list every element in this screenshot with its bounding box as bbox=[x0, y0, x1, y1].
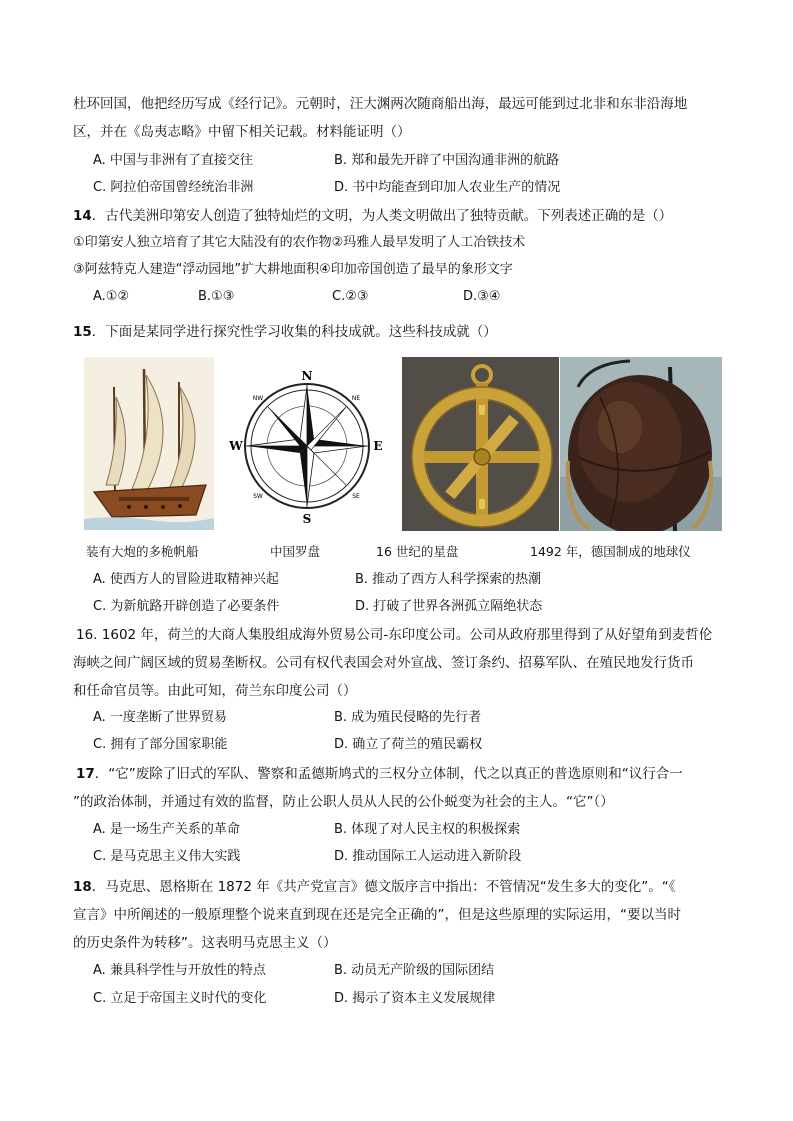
q18-stem-line2: 宣言》中所阐述的一般原理整个说来直到现在还是完全正确的”，但是这些原理的实际运用，“要以当时 bbox=[73, 907, 681, 923]
q17-option-d: D. 推动国际工人运动进入新阶段 bbox=[334, 849, 522, 864]
caption-compass: 中国罗盘 bbox=[270, 544, 321, 559]
chinese-compass-image bbox=[228, 366, 386, 526]
q17-stem-text: ．“它”废除了旧式的军队、警察和孟德斯鸠式的三权分立体制，代之以真正的普选原则和“议行合一 bbox=[94, 766, 683, 782]
q17-option-c: C. 是马克思主义伟大实践 bbox=[93, 849, 241, 864]
q14-stem bbox=[73, 206, 672, 226]
q13-option-c: C. 阿拉伯帝国曾经统治非洲 bbox=[93, 180, 254, 195]
q15-stem bbox=[73, 322, 497, 342]
compass-label-w: W bbox=[229, 439, 243, 453]
q17-number: 17 bbox=[76, 766, 95, 782]
compass-label-se: SE bbox=[352, 493, 360, 500]
compass-label-nw: NW bbox=[252, 395, 264, 402]
q17-stem-line2: ”的政治体制，并通过有效的监督，防止公职人员从人民的公仆蜕变为社会的主人。“它”（） bbox=[73, 794, 614, 810]
q13-stem-line2: 区，并在《岛夷志略》中留下相关记载。材料能证明（） bbox=[73, 124, 411, 140]
q15-number: 15 bbox=[73, 324, 92, 340]
compass-label-e: E bbox=[373, 439, 383, 453]
q18-stem-text: ．马克思、恩格斯在 1872 年《共产党宣言》德文版序言中指出：不管情况“发生多大的变化”。“《 bbox=[91, 879, 676, 895]
q14-number: 14 bbox=[73, 208, 92, 224]
caption-ship: 装有大炮的多桅帆船 bbox=[86, 544, 199, 559]
q18-option-a: A. 兼具科学性与开放性的特点 bbox=[93, 963, 266, 978]
q18-option-d: D. 揭示了资本主义发展规律 bbox=[334, 991, 496, 1006]
compass-label-s: S bbox=[302, 512, 312, 526]
q17-option-b: B. 体现了对人民主权的积极探索 bbox=[334, 822, 521, 837]
q15-option-a: A. 使西方人的冒险进取精神兴起 bbox=[93, 572, 279, 587]
q13-option-b: B. 郑和最先开辟了中国沟通非洲的航路 bbox=[334, 153, 560, 168]
q13-option-d: D. 书中均能查到印加人农业生产的情况 bbox=[334, 180, 561, 195]
q18-stem-line1 bbox=[73, 877, 675, 897]
q14-items-line2: ③阿兹特克人建造“浮动园地”扩大耕地面积④印加帝国创造了最早的象形文字 bbox=[73, 262, 513, 277]
q13-stem-line1: 杜环回国，他把经历写成《经行记》。元朝时，汪大渊两次随商船出海，最远可能到过北非和东非沿海地 bbox=[73, 96, 688, 112]
compass-label-n: N bbox=[301, 369, 313, 383]
globe-image bbox=[560, 357, 722, 531]
compass-label-sw: SW bbox=[253, 493, 263, 500]
q14-option-d: D.③④ bbox=[463, 289, 501, 304]
q13-option-a: A. 中国与非洲有了直接交往 bbox=[93, 153, 253, 168]
q15-option-c: C. 为新航路开辟创造了必要条件 bbox=[93, 599, 280, 614]
q15-option-d: D. 打破了世界各洲孤立隔绝状态 bbox=[355, 599, 543, 614]
q18-option-c: C. 立足于帝国主义时代的变化 bbox=[93, 991, 267, 1006]
astrolabe-image bbox=[402, 357, 559, 531]
q15-stem-text: ．下面是某同学进行探究性学习收集的科技成就。这些科技成就（） bbox=[91, 324, 497, 340]
caption-astrolabe: 16 世纪的星盘 bbox=[376, 544, 459, 559]
q14-stem-text: ．古代美洲印第安人创造了独特灿烂的文明，为人类文明做出了独特贡献。下列表述正确的是（） bbox=[91, 208, 673, 224]
q14-option-c: C.②③ bbox=[332, 289, 369, 304]
multi-mast-ship-image bbox=[84, 357, 214, 530]
q14-option-b: B.①③ bbox=[198, 289, 235, 304]
q14-option-a: A.①② bbox=[93, 289, 130, 304]
q16-stem-line2: 海峡之间广阔区域的贸易垄断权。公司有权代表国会对外宣战、签订条约、招募军队、在殖民地发行货币 bbox=[73, 655, 694, 671]
q17-option-a: A. 是一场生产关系的革命 bbox=[93, 822, 240, 837]
q16-option-b: B. 成为殖民侵略的先行者 bbox=[334, 710, 482, 725]
q18-stem-line3: 的历史条件为转移”。这表明马克思主义（） bbox=[73, 935, 337, 951]
q14-items-line1: ①印第安人独立培育了其它大陆没有的农作物②玛雅人最早发明了人工冶铁技术 bbox=[73, 235, 526, 250]
compass-label-ne: NE bbox=[351, 395, 361, 402]
caption-globe: 1492 年，德国制成的地球仪 bbox=[530, 544, 691, 559]
q16-option-a: A. 一度垄断了世界贸易 bbox=[93, 710, 227, 725]
q18-option-b: B. 动员无产阶级的国际团结 bbox=[334, 963, 495, 978]
q16-option-d: D. 确立了荷兰的殖民霸权 bbox=[334, 737, 483, 752]
q17-stem-line1 bbox=[76, 764, 683, 784]
q16-stem-line3: 和任命官员等。由此可知，荷兰东印度公司（） bbox=[73, 683, 357, 699]
q16-option-c: C. 拥有了部分国家职能 bbox=[93, 737, 228, 752]
q15-option-b: B. 推动了西方人科学探索的热潮 bbox=[355, 572, 542, 587]
q18-number: 18 bbox=[73, 879, 92, 895]
q16-stem-line1: 16. 1602 年，荷兰的大商人集股组成海外贸易公司-东印度公司。公司从政府那里得到了从好望角到麦哲伦 bbox=[76, 627, 713, 643]
